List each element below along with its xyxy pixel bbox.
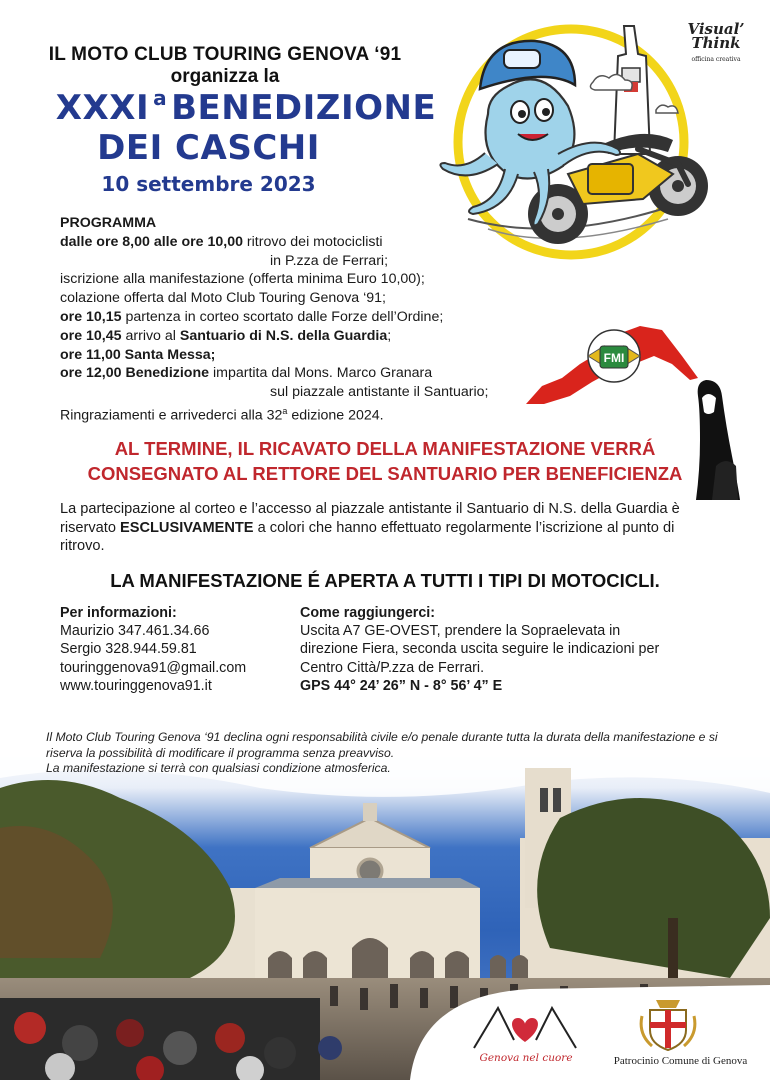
contact-phone: Maurizio 347.461.34.66: [60, 623, 210, 640]
participation-emphasis: ESCLUSIVAMENTE: [120, 519, 254, 536]
title-benedizione: BENEDIZIONE: [171, 88, 437, 128]
program-item: in P.zza de Ferrari;: [270, 252, 389, 269]
patrocinio-label: Patrocinio Comune di Genova: [613, 1055, 748, 1067]
participation-text: a colori che hanno effettuato regolarmente l’iscrizione al punto di ritrovo.: [60, 519, 675, 555]
program-heading: PROGRAMMA: [60, 215, 157, 231]
program-item: [60, 233, 520, 252]
participation-text: La partecipazione al corteo e l’accesso al piazzale antistante il Santuario di N.S. della Guardia è riservato: [60, 501, 680, 536]
directions-info: [300, 604, 660, 695]
contact-email[interactable]: touringgenova91@gmail.com: [60, 659, 247, 676]
organizer-subline: organizza la: [170, 66, 280, 87]
program-text: partenza in corteo scortato dalle Forze dell’Ordine;: [121, 308, 444, 325]
title-ordinal: a: [153, 86, 168, 110]
program-text: arrivo al: [121, 327, 180, 344]
genova-nel-cuore-logo: [470, 1004, 580, 1052]
visual-think-line1: Visual’: [687, 20, 745, 38]
program-section: [60, 214, 520, 426]
program-item: iscrizione alla manifestazione (offerta minima Euro 10,00);: [60, 271, 425, 288]
directions-gps: GPS 44° 24’ 26” N - 8° 56’ 4” E: [300, 677, 503, 694]
disclaimer-line2: La manifestazione si terrà con qualsiasi condizione atmosferica.: [46, 761, 391, 776]
program-item: [60, 346, 520, 365]
charity-notice-line1: AL TERMINE, IL RICAVATO DELLA MANIFESTAZIONE VERRÁ: [114, 438, 656, 459]
charity-notice: [20, 436, 750, 486]
program-text: ;: [387, 327, 392, 344]
directions-text: Uscita A7 GE-OVEST, prendere la Sopraelevata in direzione Fiera, seconda uscita seguire le indicazioni per Centro Città/P.zza de Ferrari.: [300, 623, 660, 676]
program-time: dalle ore 8,00 alle ore 10,00: [60, 233, 243, 250]
genova-nel-cuore-label: Genova nel cuore: [479, 1052, 573, 1064]
disclaimer: [46, 730, 726, 777]
event-title: [36, 88, 456, 128]
program-ordinal: a: [282, 405, 288, 416]
program-item: colazione offerta dal Moto Club Touring Genova ‘91;: [60, 290, 386, 307]
program-item: [60, 402, 520, 426]
program-text: edizione 2024.: [287, 407, 384, 424]
contact-heading: Per informazioni:: [60, 605, 177, 621]
liguria-map-fmi-logo: [522, 316, 702, 408]
charity-notice-line2: CONSEGNATO AL RETTORE DEL SANTUARIO PER BENEFICIENZA: [87, 463, 683, 484]
title-edition: XXXI: [55, 88, 150, 128]
contact-website[interactable]: www.touringgenova91.it: [60, 677, 212, 694]
program-text: impartita dal Mons. Marco Granara: [209, 365, 433, 382]
fmi-logo-text: FMI: [603, 351, 625, 365]
open-to-all-banner: LA MANIFESTAZIONE É APERTA A TUTTI I TIPI DI MOTOCICLI.: [110, 570, 660, 591]
program-text: Ringraziamenti e arrivederci alla 32: [60, 407, 283, 424]
genova-coat-of-arms-icon: [638, 996, 698, 1052]
directions-heading: Come raggiungerci:: [300, 605, 436, 621]
program-time: ore 12,00 Benedizione: [60, 365, 210, 382]
organizer-line: IL MOTO CLUB TOURING GENOVA ‘91: [48, 44, 402, 65]
program-item: sul piazzale antistante il Santuario;: [270, 384, 489, 401]
visual-think-line2: Think: [691, 34, 741, 52]
event-date: 10 settembre 2023: [101, 172, 316, 196]
program-time: ore 10,45: [60, 327, 122, 344]
contact-phone: Sergio 328.944.59.81: [60, 641, 197, 658]
contact-info: [60, 604, 290, 695]
program-item: [60, 308, 520, 327]
program-time: ore 10,15: [60, 308, 122, 325]
program-place: Santuario di N.S. della Guardia: [179, 327, 388, 344]
participation-paragraph: [60, 500, 710, 556]
disclaimer-line1: Il Moto Club Touring Genova ‘91 declina ogni responsabilità civile e/o penale durante tutta la durata della manifestazione e si riserva la possibilità di modificare il programma senza preavviso.: [46, 730, 718, 760]
program-item: [60, 364, 520, 383]
event-title-line2: DEI CASCHI: [97, 128, 320, 168]
program-item: [60, 327, 520, 346]
program-text: ritrovo dei motociclisti: [242, 233, 383, 250]
visual-think-sub: officina creativa: [691, 56, 741, 63]
program-time: ore 11,00 Santa Messa;: [60, 346, 216, 363]
